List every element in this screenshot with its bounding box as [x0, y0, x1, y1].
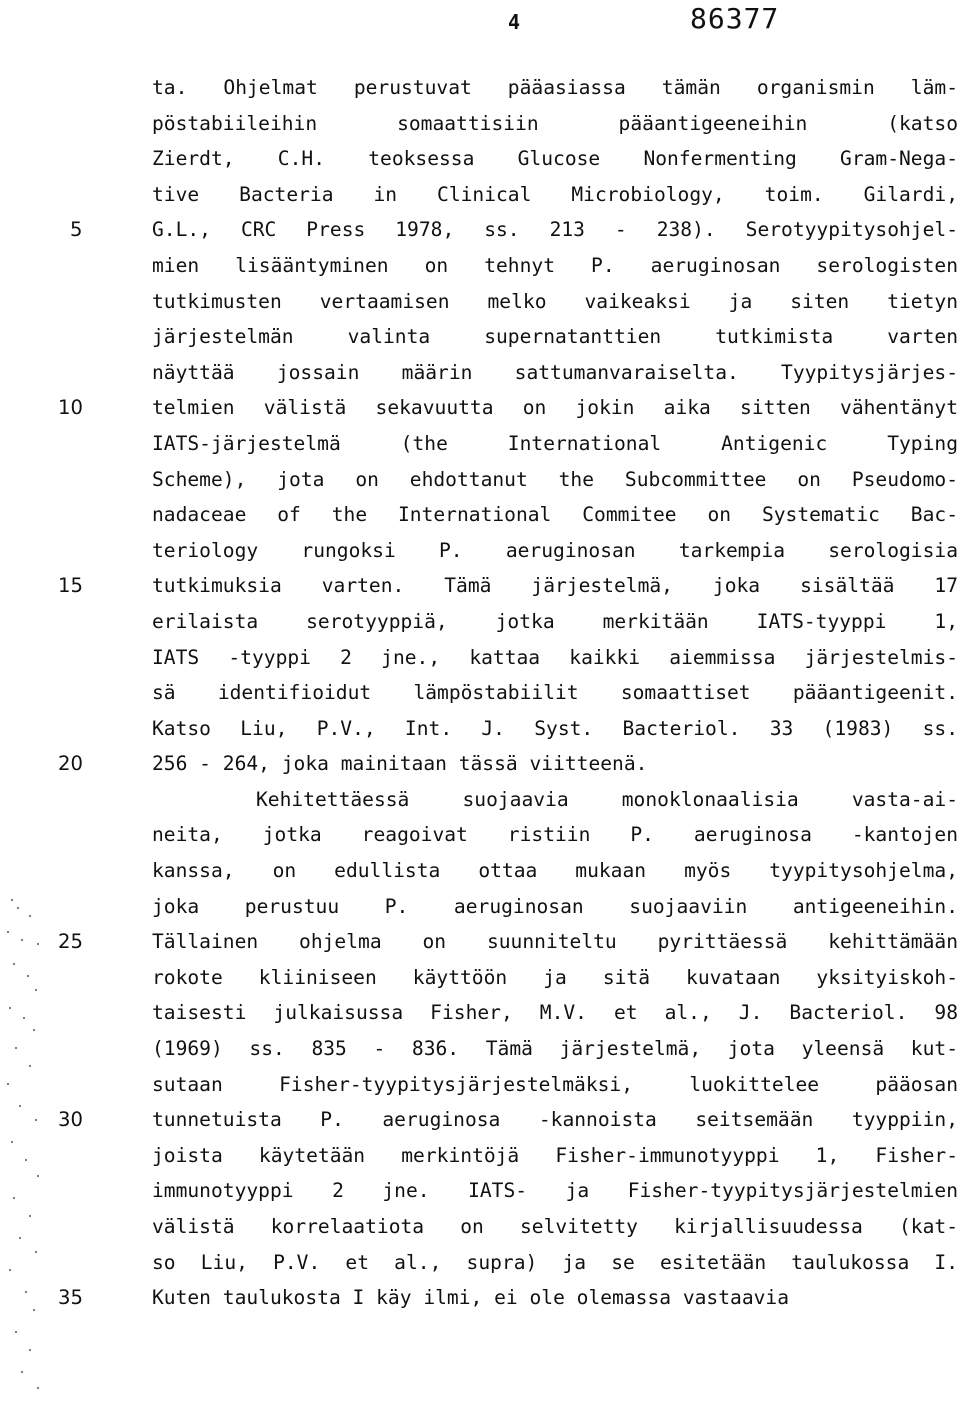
text-line: [0, 392, 960, 428]
line-text: Scheme), jota on ehdottanut the Subcommittee on Pseudomo-: [152, 467, 958, 491]
text-line: [0, 1104, 960, 1140]
text-line: [0, 677, 960, 713]
text-line: [0, 321, 960, 357]
text-line: [0, 1069, 960, 1105]
line-text: pöstabiileihin somaattisiin pääantigeeneihin (katso: [152, 111, 958, 135]
text-line: [0, 606, 960, 642]
text-line: [0, 535, 960, 571]
text-line: [0, 1282, 960, 1318]
text-line: [0, 72, 960, 108]
line-text: sä identifioidut lämpöstabiilit somaattiset pääantigeenit.: [152, 681, 958, 705]
body-text: [0, 72, 960, 1318]
text-line: [0, 250, 960, 286]
line-text: IATS-järjestelmä (the International Antigenic Typing: [152, 431, 958, 455]
text-line: [0, 108, 960, 144]
line-text: sutaan Fisher-tyypitysjärjestelmäksi, luokittelee pääosan: [152, 1072, 958, 1096]
text-line: [0, 428, 960, 464]
text-line: [0, 997, 960, 1033]
text-line: [0, 819, 960, 855]
line-text: (1969) ss. 835 - 836. Tämä järjestelmä, jota yleensä kut-: [152, 1037, 958, 1061]
text-line: [0, 1140, 960, 1176]
line-text: ta. Ohjelmat perustuvat pääasiassa tämän organismin läm-: [152, 76, 958, 99]
line-number: 25: [58, 930, 83, 954]
text-line: [0, 570, 960, 606]
document-number: 86377: [690, 2, 780, 35]
page-number: 4: [508, 10, 521, 34]
text-line: [0, 179, 960, 215]
text-line: [0, 214, 960, 250]
line-text: Katso Liu, P.V., Int. J. Syst. Bacteriol. 33 (1983) ss.: [152, 716, 958, 740]
line-text: järjestelmän valinta supernatanttien tutkimista varten: [152, 325, 958, 349]
line-text: joista käytetään merkintöjä Fisher-immunotyyppi 1, Fisher-: [152, 1143, 958, 1167]
line-text: Kuten taulukosta I käy ilmi, ei ole olemassa vastaavia: [152, 1286, 790, 1310]
line-text: välistä korrelaatiota on selvitetty kirjallisuudessa (kat-: [152, 1215, 958, 1238]
scan-specks: [0, 880, 50, 1400]
line-text: IATS -tyyppi 2 jne., kattaa kaikki aiemmissa järjestelmis-: [152, 645, 958, 669]
line-text: taisesti julkaisussa Fisher, M.V. et al., J. Bacteriol. 98: [152, 1001, 958, 1025]
line-text: joka perustuu P. aeruginosan suojaaviin antigeeneihin.: [152, 894, 958, 918]
text-line: [0, 784, 960, 820]
text-line: [0, 962, 960, 998]
text-line: [0, 499, 960, 535]
text-line: [0, 855, 960, 891]
line-number: 20: [58, 752, 83, 776]
line-text: erilaista serotyyppiä, jotka merkitään IATS-tyyppi 1,: [152, 609, 958, 633]
line-text: G.L., CRC Press 1978, ss. 213 - 238). Serotyypitysohjel-: [152, 218, 958, 242]
line-text: näyttää jossain määrin sattumanvaraiselta. Tyypitysjärjes-: [152, 360, 958, 384]
text-line: [0, 143, 960, 179]
line-text: Zierdt, C.H. teoksessa Glucose Nonfermenting Gram-Nega-: [152, 147, 958, 171]
line-text: tive Bacteria in Clinical Microbiology, toim. Gilardi,: [152, 182, 958, 206]
line-text: rokote kliiniseen käyttöön ja sitä kuvataan yksityiskoh-: [152, 965, 958, 989]
text-line: [0, 1033, 960, 1069]
text-line: [0, 1175, 960, 1211]
line-text: mien lisääntyminen on tehnyt P. aeruginosan serologisten: [152, 253, 958, 277]
text-line: [0, 286, 960, 322]
line-number: 10: [58, 396, 83, 420]
line-text: teriology rungoksi P. aeruginosan tarkempia serologisia: [152, 538, 958, 562]
text-line: [0, 891, 960, 927]
line-number: 15: [58, 574, 83, 598]
line-text: tutkimusten vertaamisen melko vaikeaksi ja siten tietyn: [152, 289, 958, 313]
text-line: [0, 1247, 960, 1283]
line-number: 35: [58, 1286, 83, 1310]
line-text: neita, jotka reagoivat ristiin P. aeruginosa -kantojen: [152, 823, 958, 847]
text-line: [0, 926, 960, 962]
text-line: [0, 713, 960, 749]
line-text: Tällainen ohjelma on suunniteltu pyrittäessä kehittämään: [152, 930, 958, 954]
text-line: [0, 642, 960, 678]
text-line: [0, 464, 960, 500]
line-number: 5: [70, 218, 83, 242]
line-number: 30: [58, 1108, 83, 1132]
line-text: kanssa, on edullista ottaa mukaan myös tyypitysohjelma,: [152, 859, 958, 883]
line-text: 256 - 264, joka mainitaan tässä viitteenä.: [152, 752, 648, 776]
line-text: Kehitettäessä suojaavia monoklonaalisia vasta-ai-: [256, 787, 958, 811]
line-text: tutkimuksia varten. Tämä järjestelmä, joka sisältää 17: [152, 574, 958, 598]
text-line: [0, 748, 960, 784]
line-text: so Liu, P.V. et al., supra) ja se esitetään taulukossa I.: [152, 1250, 958, 1274]
line-text: immunotyyppi 2 jne. IATS- ja Fisher-tyypitysjärjestelmien: [152, 1179, 958, 1203]
text-line: [0, 357, 960, 393]
line-text: nadaceae of the International Commitee on Systematic Bac-: [152, 503, 958, 527]
line-text: tunnetuista P. aeruginosa -kannoista seitsemään tyyppiin,: [152, 1108, 958, 1132]
text-line: [0, 1211, 960, 1247]
line-text: telmien välistä sekavuutta on jokin aika sitten vähentänyt: [152, 396, 958, 420]
